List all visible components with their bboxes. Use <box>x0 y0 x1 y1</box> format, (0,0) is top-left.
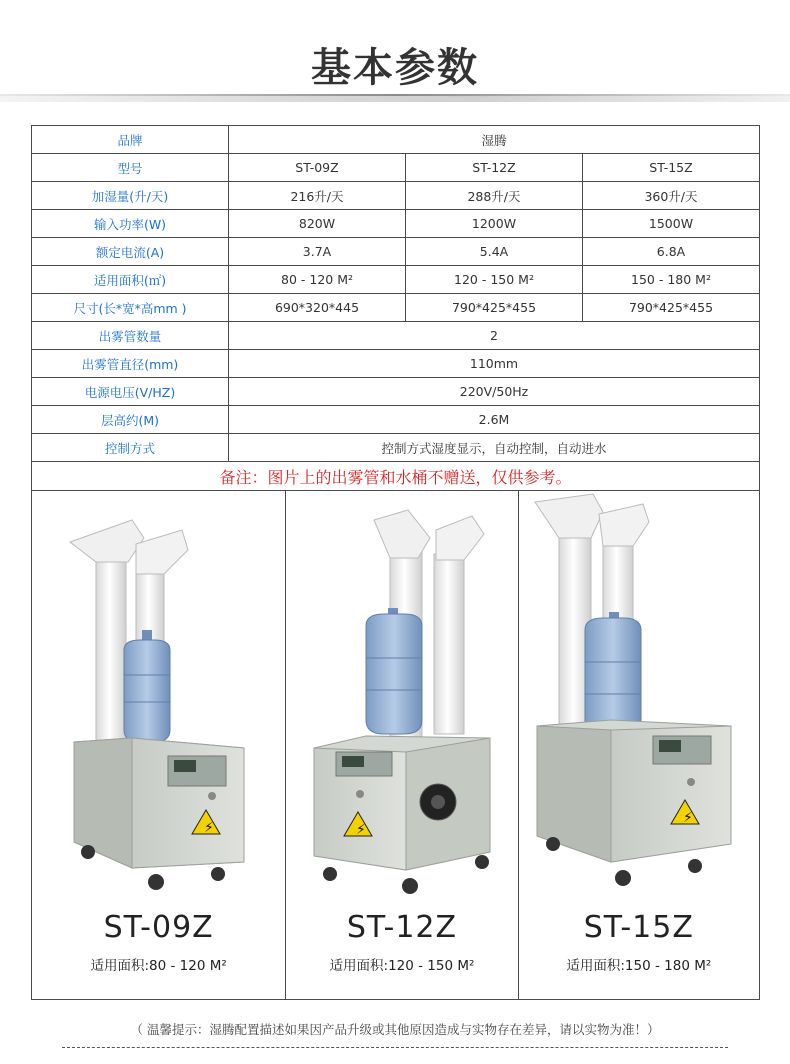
cell-value: 控制方式湿度显示，自动控制，自动进水 <box>229 434 760 462</box>
row-label: 层高约(M) <box>32 406 229 434</box>
product-panel-st-15z <box>519 490 759 999</box>
table-row <box>32 322 760 350</box>
table-row <box>32 350 760 378</box>
cell-value: 790*425*455 <box>406 294 583 322</box>
cell-value: 110mm <box>229 350 760 378</box>
cell-value: 80 - 120 M² <box>229 266 406 294</box>
cell-value: 1200W <box>406 210 583 238</box>
footer-notice: （ 温馨提示：湿腾配置描述如果因产品升级或其他原因造成与实物存在差异，请以实物为准！） <box>130 1022 660 1037</box>
footer-divider <box>62 1047 728 1048</box>
product-gallery <box>31 490 760 1000</box>
cell-value: 288升/天 <box>406 182 583 210</box>
cell-value: 690*320*445 <box>229 294 406 322</box>
cell-value: ST-15Z <box>583 154 760 182</box>
svg-text:⚡: ⚡ <box>356 822 367 838</box>
model-label: ST-15Z <box>583 910 694 945</box>
cell-value: 2.6M <box>229 406 760 434</box>
table-row <box>32 154 760 182</box>
row-label: 电源电压(V/HZ) <box>32 378 229 406</box>
area-label: 适用面积:150 - 180 M² <box>566 958 712 974</box>
svg-text:⚡: ⚡ <box>204 820 214 836</box>
table-row-note <box>32 462 760 491</box>
table-row <box>32 378 760 406</box>
cell-value: 120 - 150 M² <box>406 266 583 294</box>
row-label: 尺寸(长*宽*高mm ) <box>32 294 229 322</box>
cell-value: 216升/天 <box>229 182 406 210</box>
row-label: 出雾管直径(mm) <box>32 350 229 378</box>
svg-text:⚡: ⚡ <box>682 810 693 826</box>
row-label: 品牌 <box>32 126 229 154</box>
table-row <box>32 434 760 462</box>
cell-value: 150 - 180 M² <box>583 266 760 294</box>
row-label: 控制方式 <box>32 434 229 462</box>
table-row <box>32 238 760 266</box>
cell-value: 2 <box>229 322 760 350</box>
cell-value: 6.8A <box>583 238 760 266</box>
cell-value: ST-09Z <box>229 154 406 182</box>
product-panel-st-09z <box>32 490 286 999</box>
row-label: 输入功率(W) <box>32 210 229 238</box>
table-row <box>32 294 760 322</box>
cell-value: 220V/50Hz <box>229 378 760 406</box>
cell-value: 5.4A <box>406 238 583 266</box>
table-row <box>32 406 760 434</box>
humidifier-illustration <box>519 490 760 900</box>
cell-value: 820W <box>229 210 406 238</box>
table-row <box>32 210 760 238</box>
table-row <box>32 182 760 210</box>
page-title: 基本参数 <box>311 45 479 91</box>
cell-value: 3.7A <box>229 238 406 266</box>
brand-value: 湿腾 <box>229 126 760 154</box>
product-panel-st-12z <box>286 490 518 999</box>
note-text: 备注：图片上的出雾管和水桶不赠送，仅供参考。 <box>32 462 760 491</box>
spec-table <box>31 125 760 491</box>
row-label: 适用面积(㎡) <box>32 266 229 294</box>
humidifier-illustration <box>286 490 519 900</box>
humidifier-illustration <box>32 490 287 900</box>
cell-value: 1500W <box>583 210 760 238</box>
title-section <box>0 0 790 110</box>
table-row-brand <box>32 126 760 154</box>
row-label: 型号 <box>32 154 229 182</box>
area-label: 适用面积:80 - 120 M² <box>90 958 227 974</box>
area-label: 适用面积:120 - 150 M² <box>329 958 475 974</box>
cell-value: 790*425*455 <box>583 294 760 322</box>
cell-value: 360升/天 <box>583 182 760 210</box>
row-label: 出雾管数量 <box>32 322 229 350</box>
row-label: 额定电流(A) <box>32 238 229 266</box>
model-label: ST-09Z <box>103 910 214 945</box>
cell-value: ST-12Z <box>406 154 583 182</box>
row-label: 加湿量(升/天) <box>32 182 229 210</box>
table-row <box>32 266 760 294</box>
title-divider <box>0 94 790 102</box>
model-label: ST-12Z <box>346 910 458 945</box>
